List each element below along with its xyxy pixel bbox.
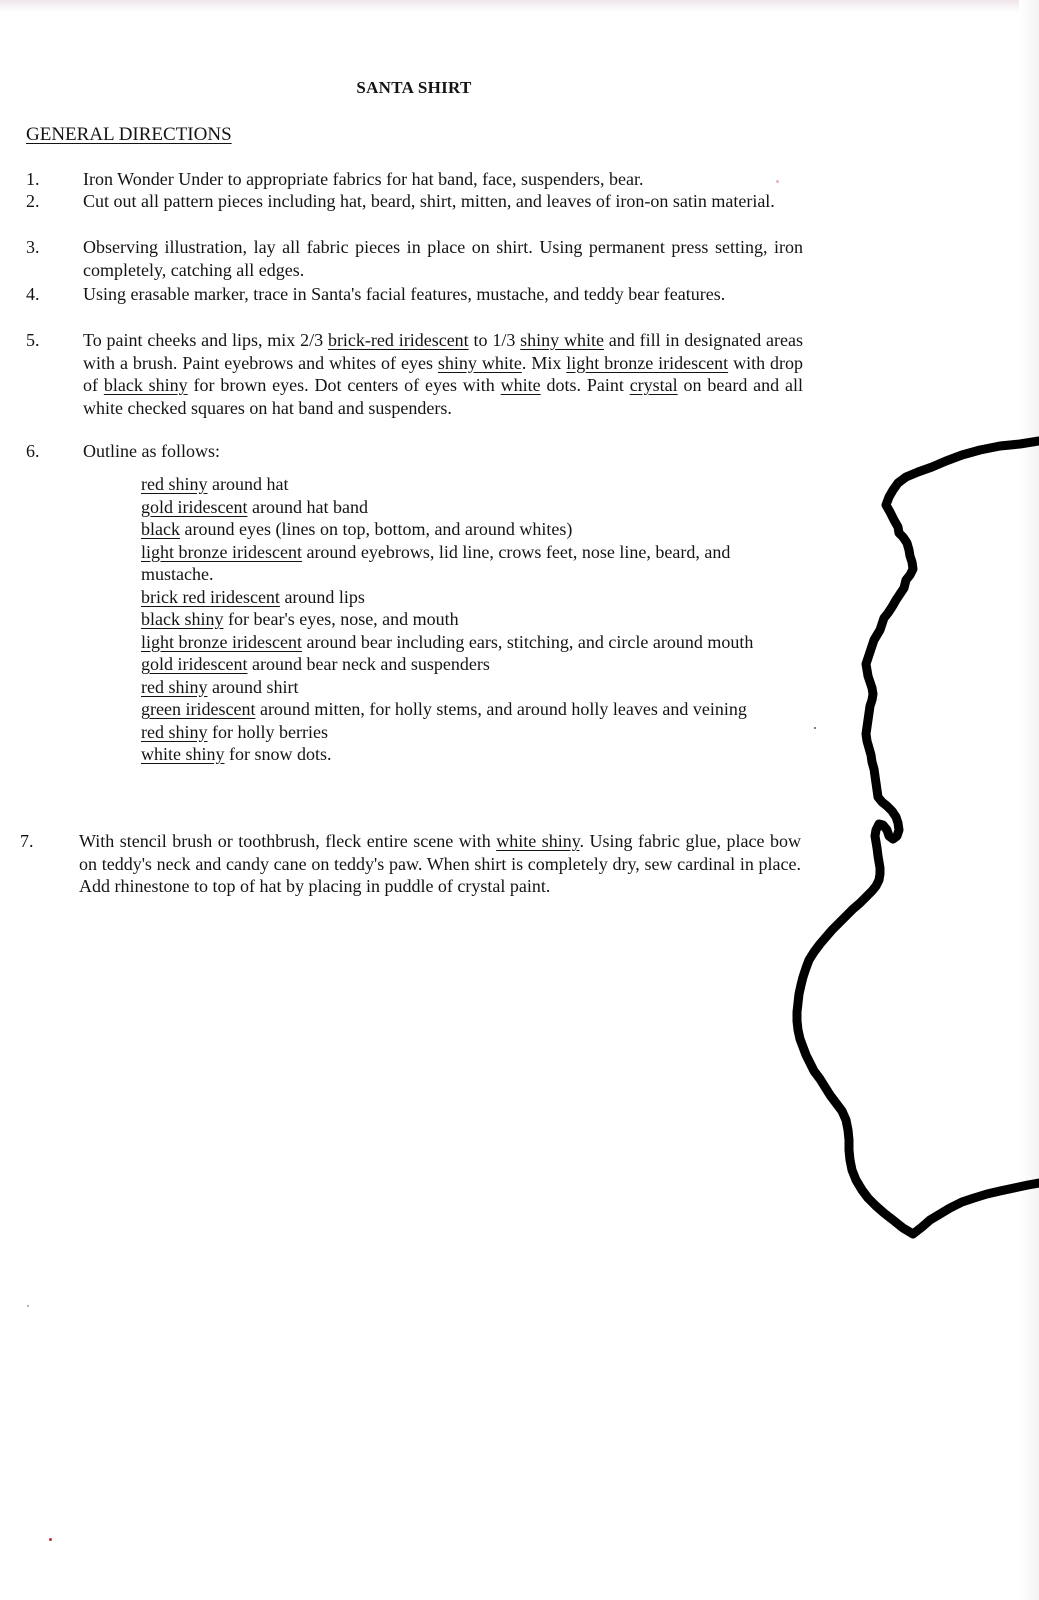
- paint-color-name: shiny white: [520, 330, 604, 350]
- step-number: 4.: [26, 284, 40, 304]
- outline-item-description: around shirt: [207, 676, 299, 697]
- paint-color-name: black shiny: [103, 375, 188, 395]
- step-text-run: Cut out all pattern pieces including hat, beard, shirt, mitten, and leaves of iron-on satin material.: [83, 191, 775, 211]
- outline-item-description: for bear's eyes, nose, and mouth: [223, 609, 459, 629]
- paint-color-name: shiny white: [437, 352, 522, 373]
- step-text-run: Iron Wonder Under to appropriate fabrics for hat band, face, suspenders, bear.: [83, 169, 644, 189]
- paint-color-name: brick-red iridescent: [327, 330, 469, 350]
- paint-color-name: light bronze iridescent: [141, 541, 302, 562]
- step-number: 7.: [20, 831, 34, 851]
- pattern-outline-path: [797, 441, 1039, 1234]
- outline-item-description: around bear neck and suspenders: [247, 654, 490, 674]
- step-text-run: To paint cheeks and lips, mix 2/3: [83, 330, 328, 350]
- paint-color-name: black shiny: [141, 609, 224, 629]
- paint-color-name: gold iridescent: [141, 654, 248, 674]
- section-heading: GENERAL DIRECTIONS: [26, 124, 232, 145]
- step-text-run: Using erasable marker, trace in Santa's facial features, mustache, and teddy bear features.: [83, 284, 726, 304]
- step-number: 5.: [26, 330, 40, 350]
- outline-item-description: around hat: [207, 474, 289, 494]
- paint-color-name: green iridescent: [141, 699, 256, 719]
- paint-color-name: white: [500, 375, 541, 395]
- step-text-run: . Mix: [521, 352, 567, 373]
- paint-color-name: black: [141, 519, 180, 539]
- paint-color-name: red shiny: [141, 676, 208, 697]
- paper-speck: [27, 1305, 29, 1307]
- step-text-run: for brown eyes. Dot centers of eyes with: [187, 375, 501, 395]
- outline-item-description: around mitten, for holly stems, and around holly leaves and veining: [255, 699, 747, 719]
- paint-color-name: white shiny: [496, 831, 580, 851]
- step-number: 2.: [26, 191, 40, 211]
- step-number: 6.: [26, 441, 40, 461]
- outline-item-description: around bear including ears, stitching, and circle around mouth: [301, 631, 754, 652]
- step-text-run: dots. Paint: [540, 375, 630, 395]
- outline-item-description: for holly berries: [207, 721, 328, 742]
- outline-item-description: around eyebrows, lid line, crows feet, nose line, beard, and mustache.: [141, 541, 731, 584]
- step-text-run: to 1/3: [468, 330, 521, 350]
- step-text-run: With stencil brush or toothbrush, fleck entire scene with: [79, 831, 497, 851]
- paper-speck: [814, 727, 816, 729]
- outline-item-description: for snow dots.: [224, 744, 332, 764]
- step-text-run: with drop of: [83, 352, 804, 395]
- paint-color-name: brick red iridescent: [141, 586, 280, 607]
- paint-color-name: red shiny: [141, 474, 208, 494]
- step-text-run: Observing illustration, lay all fabric pieces in place on shirt. Using permanent press setting, iron completely, catching all edges.: [83, 237, 803, 280]
- paint-color-name: red shiny: [141, 721, 208, 742]
- step-text-run: and fill in designated areas with a brush. Paint eyebrows and whites of eyes: [83, 330, 804, 373]
- paint-color-name: light bronze iridescent: [566, 352, 729, 373]
- step-text-run: Outline as follows:: [83, 441, 220, 461]
- outline-item-description: around eyes (lines on top, bottom, and around whites): [179, 519, 573, 539]
- paint-color-name: crystal: [629, 375, 678, 395]
- paint-color-name: gold iridescent: [141, 496, 248, 517]
- step-text-run: . Using fabric glue, place bow on teddy's neck and candy cane on teddy's paw. When shirt is completely dry, sew cardinal in place. Add rhinestone to top of hat by placing in puddle of crystal paint.: [79, 831, 801, 896]
- outline-item-description: around hat band: [247, 496, 368, 517]
- page-title: SANTA SHIRT: [356, 78, 472, 97]
- step-number: 3.: [26, 237, 40, 257]
- paint-color-name: white shiny: [141, 744, 225, 764]
- outline-item-description: around lips: [279, 586, 365, 607]
- paint-color-name: light bronze iridescent: [141, 631, 302, 652]
- paper-speck: [49, 1538, 52, 1541]
- step-number: 1.: [26, 169, 40, 189]
- step-text-run: on beard and all white checked squares on hat band and suspenders.: [83, 375, 803, 418]
- paper-speck: [776, 180, 779, 183]
